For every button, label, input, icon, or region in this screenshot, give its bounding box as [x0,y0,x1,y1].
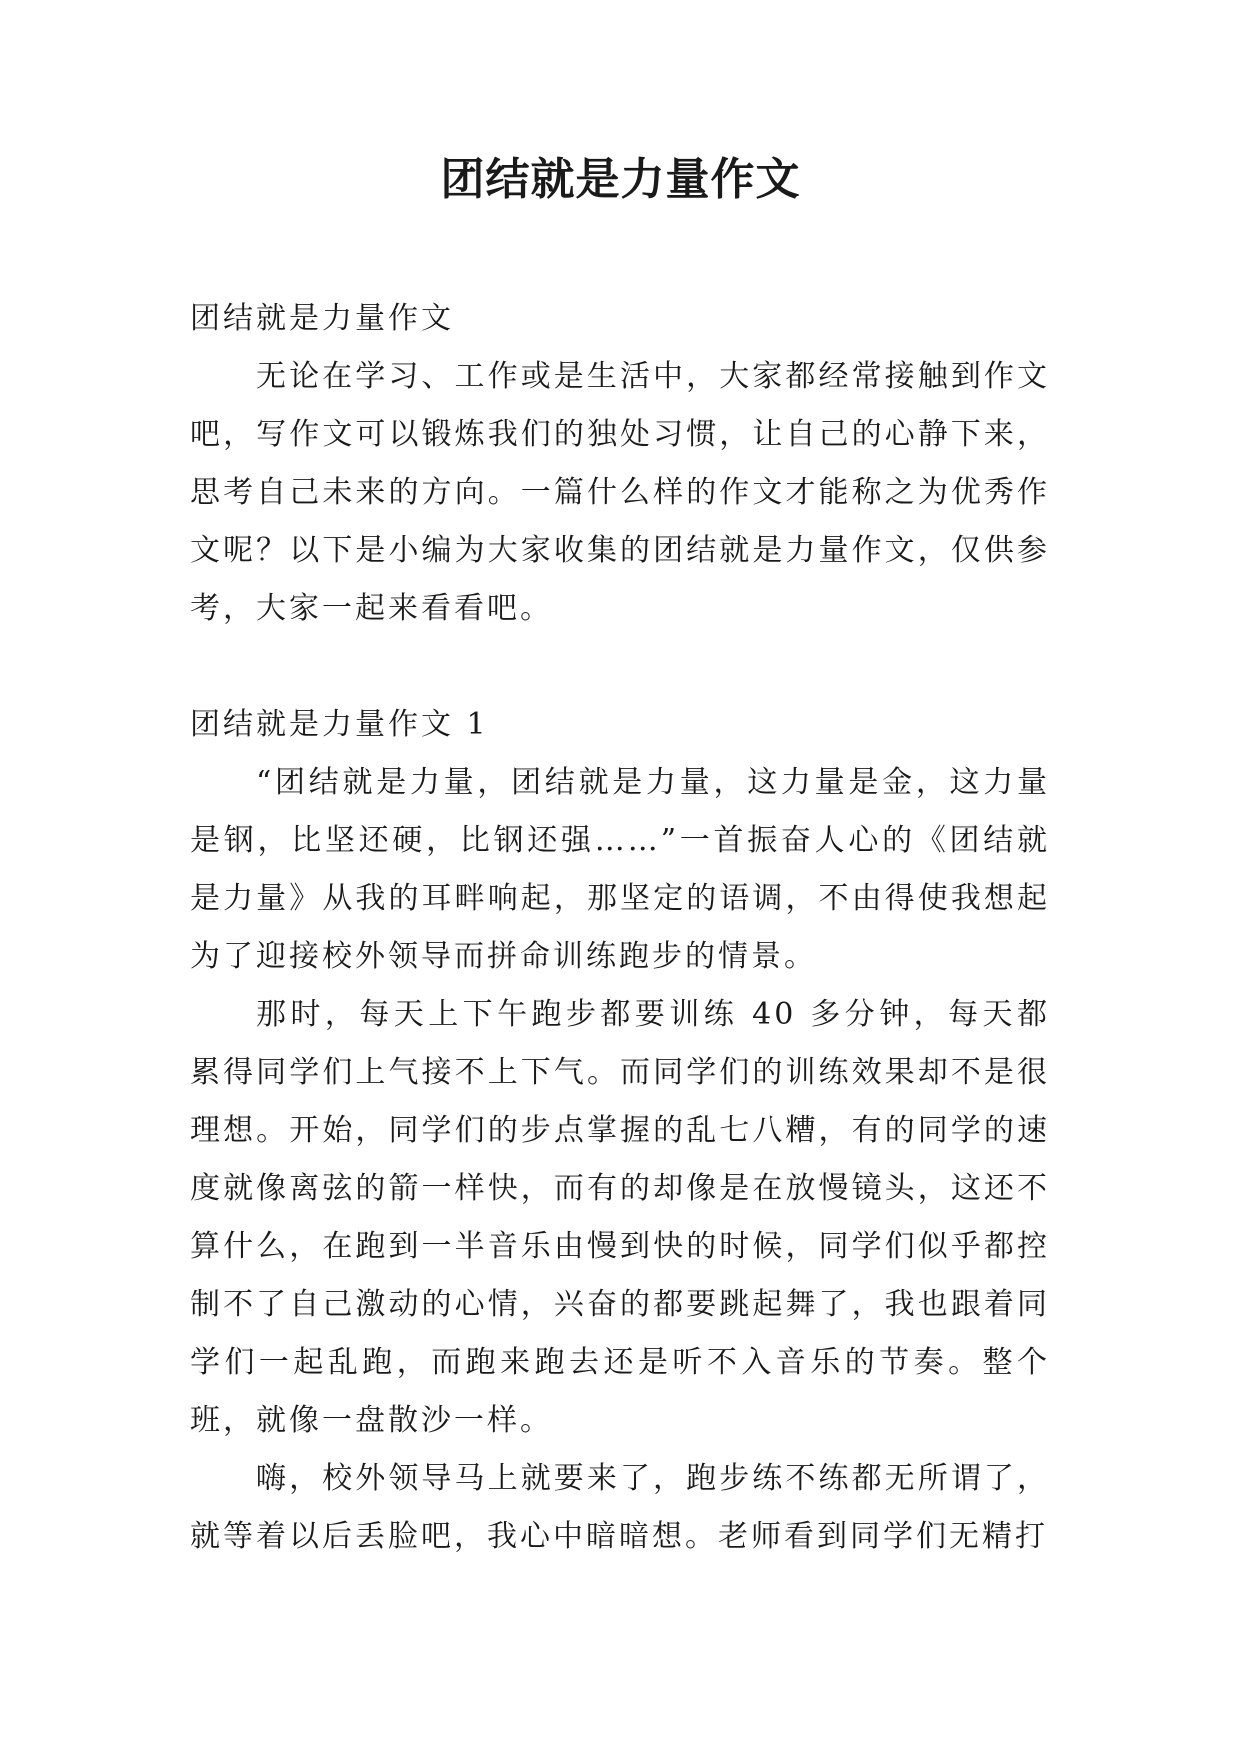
document-body [190,290,1050,1566]
document-title: 团结就是力量作文 [440,154,801,205]
intro-paragraph: 无论在学习、工作或是生活中，大家都经常接触到作文吧，写作文可以锻炼我们的独处习惯，让自己的心静下来，思考自己未来的方向。一篇什么样的作文才能称之为优秀作文呢？以下是小编为大家收集的团结就是力量作文，仅供参考，大家一起来看看吧。 [190,359,1050,626]
document-subtitle: 团结就是力量作文 [190,301,454,336]
essay-paragraph: 那时，每天上下午跑步都要训练 40 多分钟，每天都累得同学们上气接不上下气。而同学们的训练效果却不是很理想。开始，同学们的步点掌握的乱七八糟，有的同学的速度就像离弦的箭一样快，而有的却像是在放慢镜头，这还不算什么，在跑到一半音乐由慢到快的时候，同学们似乎都控制不了自己激动的心情，兴奋的都要跳起舞了，我也跟着同学们一起乱跑，而跑来跑去还是听不入音乐的节奏。整个班，就像一盘散沙一样。 [190,997,1050,1438]
essay-paragraph: “团结就是力量，团结就是力量，这力量是金，这力量是钢，比坚还硬，比钢还强……”一首振奋人心的《团结就是力量》从我的耳畔响起，那坚定的语调，不由得使我想起为了迎接校外领导而拼命训练跑步的情景。 [190,765,1050,974]
section-heading: 团结就是力量作文 1 [190,707,489,742]
essay-paragraph: 嗨，校外领导马上就要来了，跑步练不练都无所谓了，就等着以后丢脸吧，我心中暗暗想。老师看到同学们无精打 [190,1461,1050,1554]
section-spacer [190,638,1050,696]
